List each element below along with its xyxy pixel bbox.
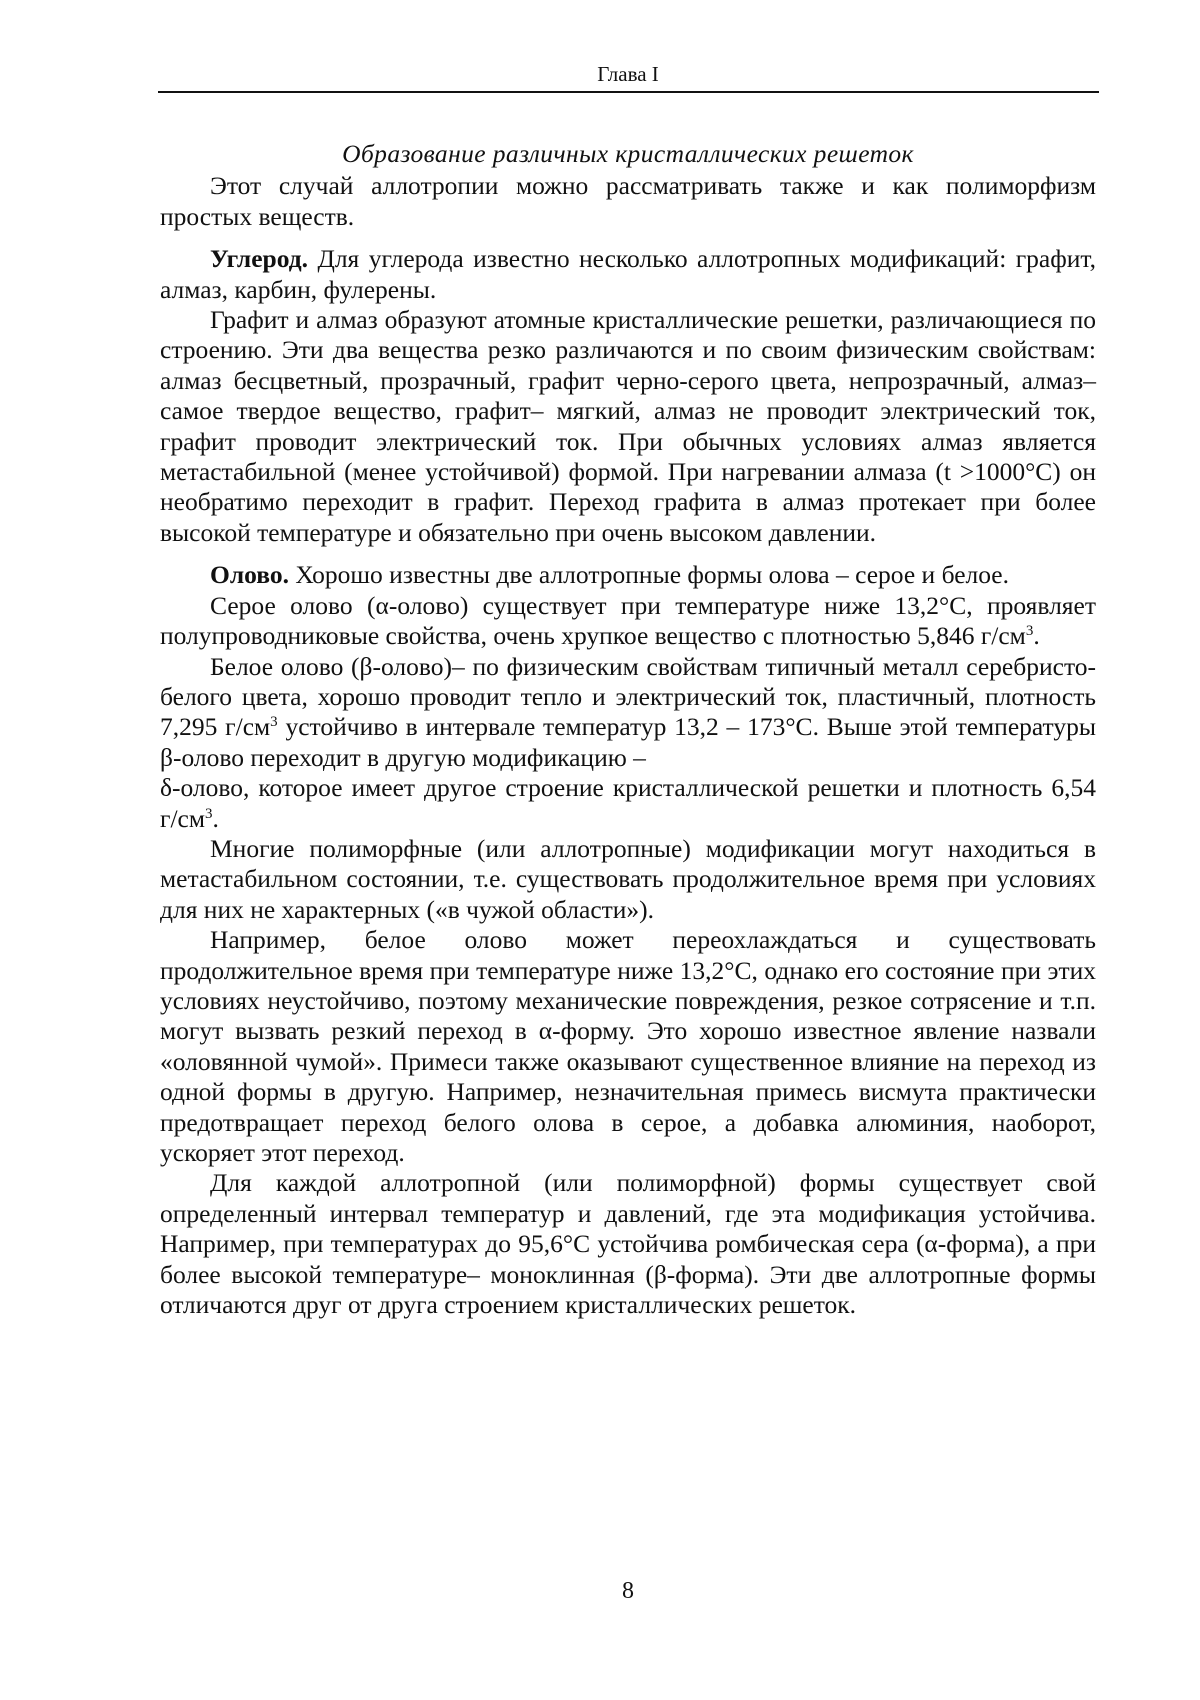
white-tin-sup: 3: [270, 714, 278, 731]
grey-tin-sup: 3: [1025, 623, 1034, 640]
paragraph-sulfur: Для каждой аллотропной (или полиморфной) формы существует свой определенный интервал температур и давлений, где эта модификация устойчива. Например, при температурах до 95,6°С устойчива ромбическая сера (α-форма), а при более высокой температуре– моноклинная (β-форма). Эти две аллотропные формы отличаются друг от друга строением кристаллических решеток.: [160, 1168, 1096, 1320]
delta-tin-text: δ-олово, которое имеет другое строение кристаллической решетки и плотность 6,54 г/см: [160, 773, 1096, 833]
paragraph-grey-tin: [160, 591, 1096, 652]
paragraph-delta-tin: [160, 773, 1096, 834]
paragraph-white-tin: [160, 652, 1096, 774]
paragraph-tin: [160, 560, 1096, 590]
paragraph-graphite-diamond: Графит и алмаз образуют атомные кристаллические решетки, различающиеся по строению. Эти два вещества резко различаются и по своим физическим свойствам: алмаз бесцветный, прозрачный, графит черно-серого цвета, непрозрачный, алмаз– самое твердое вещество, графит– мягкий, алмаз не проводит электрический ток, графит проводит электрический ток. При обычных условиях алмаз является метастабильной (менее устойчивой) формой. При нагревании алмаза (t >1000°C) он необратимо переходит в графит. Переход графита в алмаз протекает при более высокой температуре и обязательно при очень высоком давлении.: [160, 305, 1096, 547]
delta-tin-end: .: [212, 803, 219, 833]
paragraph-metastable: Многие полиморфные (или аллотропные) модификации могут находиться в метастабильном состоянии, т.е. существовать продолжительное время при условиях для них не характерных («в чужой области»).: [160, 833, 1096, 924]
tin-heading: Олово.: [210, 560, 289, 590]
carbon-intro: Для углерода известно несколько аллотропных модификаций: графит, алмаз, карбин, фулерены.: [160, 244, 1096, 304]
paragraph-1: Этот случай аллотропии можно рассматривать также и как полиморфизм простых веществ.: [160, 171, 1096, 231]
tin-intro: Хорошо известны две аллотропные формы олова – серое и белое.: [288, 560, 1009, 590]
white-tin-rest: устойчиво в интервале температур 13,2 – 173°С. Выше этой температуры β-олово переходит в другую модификацию –: [160, 712, 1096, 772]
white-tin-text: Белое олово (β-олово)– по физическим свойствам типичный металл серебристо-белого цвета, хорошо проводит тепло и электрический ток, пластичный, плотность 7,295 г/см: [160, 651, 1096, 742]
page-number: 8: [622, 1578, 634, 1604]
paragraph-tin-plague: Например, белое олово может переохлаждаться и существовать продолжительное время при температуре ниже 13,2°С, однако его состояние при этих условиях неустойчиво, поэтому механические повреждения, резкое сотрясение и т.п. могут вызвать резкий переход в α-форму. Это хорошо известное явление назвали «оловянной чумой». Примеси также оказывают существенное влияние на переход из одной формы в другую. Например, незначительная примесь висмута практически предотвращает переход белого олова в серое, а добавка алюминия, наоборот, ускоряет этот переход.: [160, 925, 1096, 1167]
carbon-heading: Углерод.: [210, 244, 309, 274]
section-title: Образование различных кристаллических решеток: [342, 139, 914, 168]
header-rule: [158, 91, 1099, 93]
running-header: Глава I: [597, 62, 659, 86]
body-text: [160, 139, 1096, 1320]
grey-tin-end: .: [1033, 621, 1040, 651]
paragraph-carbon: [160, 244, 1096, 305]
delta-tin-sup: 3: [205, 805, 213, 822]
grey-tin-text: Серое олово (α-олово) существует при температуре ниже 13,2°С, проявляет полупроводниковые свойства, очень хрупкое вещество с плотностью 5,846 г/см: [160, 590, 1096, 651]
